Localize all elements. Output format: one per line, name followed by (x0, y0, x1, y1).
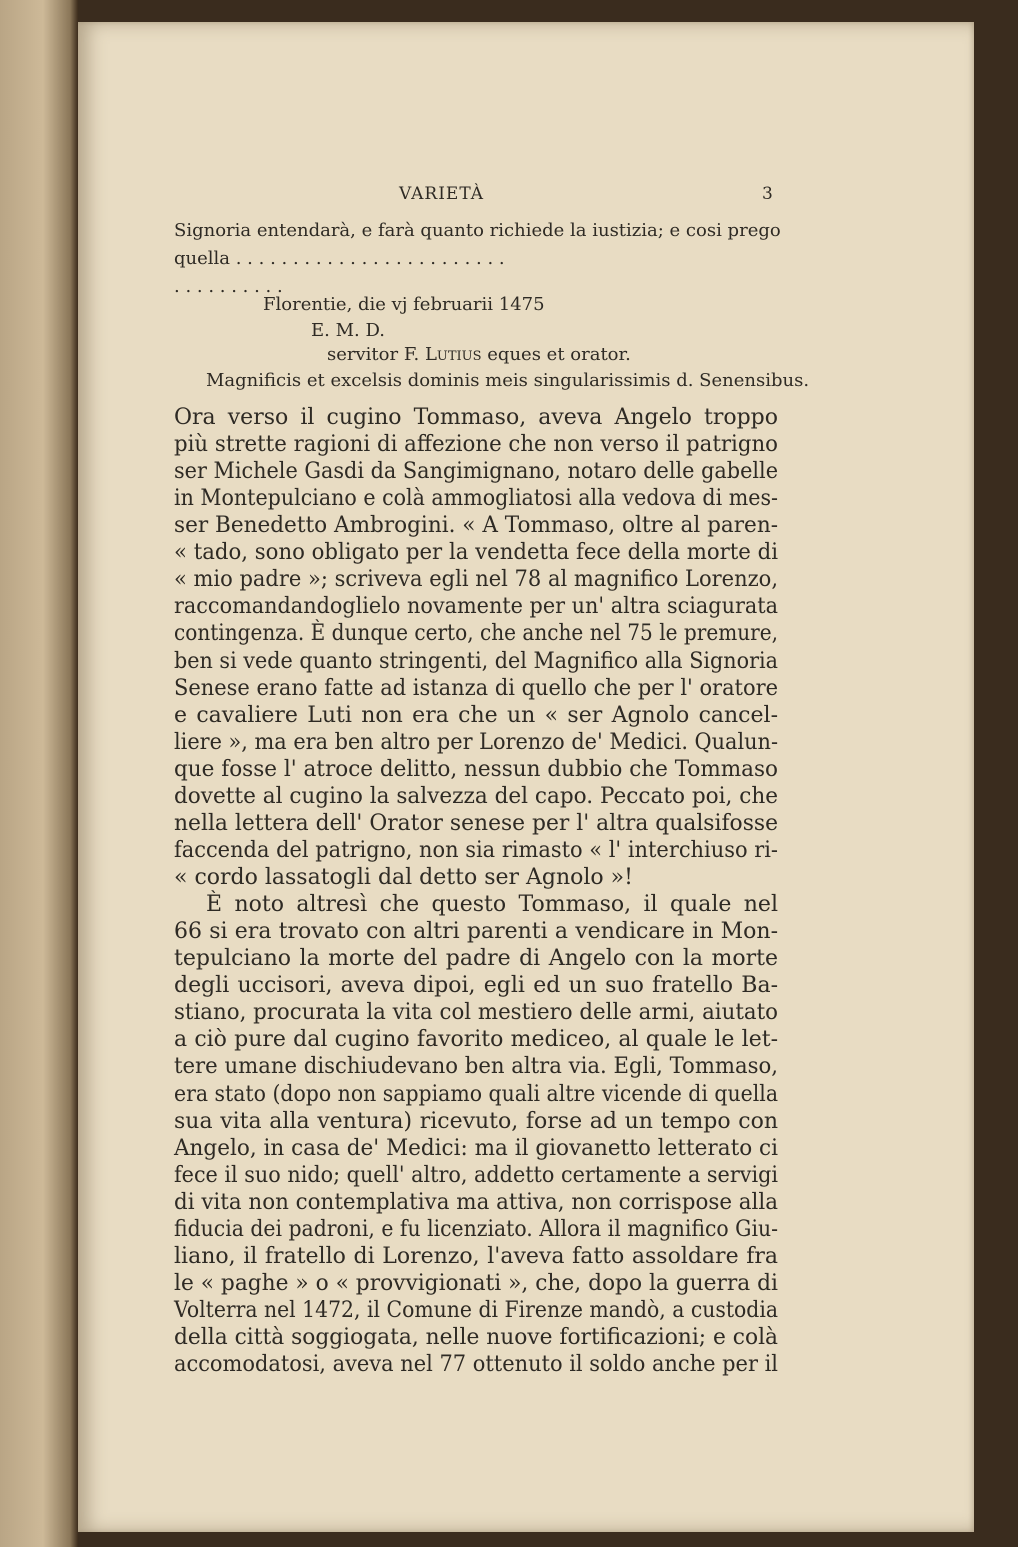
body-line: 66 si era trovato con altri parenti a vendicare in Mon- (174, 919, 778, 945)
signature-name: Lutius (424, 344, 482, 365)
body-line: ser Michele Gasdi da Sangimignano, notaro delle gabelle (174, 459, 778, 485)
letter-line: Signoria entendarà, e farà quanto richiede la iustizia; e cosi prego (174, 220, 781, 241)
body-line: nella lettera dell' Orator senese per l' altra qualsifosse (174, 810, 778, 836)
body-line: ser Benedetto Ambrogini. « A Tommaso, oltre al paren- (174, 513, 778, 539)
body-line: tepulciano la morte del padre di Angelo con la morte (174, 946, 778, 972)
body-line: più strette ragioni di affezione che non verso il patrigno (174, 432, 778, 458)
body-line: liano, il fratello di Lorenzo, l'aveva fatto assoldare fra (174, 1243, 778, 1269)
body-line: stiano, procurata la vita col mestiero delle armi, aiutato (174, 1000, 778, 1026)
body-line: a ciò pure dal cugino favorito mediceo, al quale le let- (174, 1027, 778, 1053)
body-line: era stato (dopo non sappiamo quali altre vicende di quella (174, 1081, 778, 1107)
body-line: sua vita alla ventura) ricevuto, forse ad un tempo con (174, 1108, 778, 1134)
body-line: Volterra nel 1472, il Comune di Firenze mandò, a custodia (174, 1297, 778, 1323)
body-line: raccomandandoglielo novamente per un' altra sciagurata (174, 594, 778, 620)
body-line: di vita non contemplativa ma attiva, non corrispose alla (174, 1189, 778, 1215)
body-line: accomodatosi, aveva nel 77 ottenuto il soldo anche per il (174, 1352, 778, 1378)
letter-initials: E. M. D. (311, 320, 385, 341)
body-line: « mio padre »; scriveva egli nel 78 al magnifico Lorenzo, (174, 567, 778, 593)
body-line: le « paghe » o « provvigionati », che, dopo la guerra di (174, 1270, 778, 1296)
body-line: in Montepulciano e colà ammogliatosi alla vedova di mes- (174, 486, 778, 512)
body-line: que fosse l' atroce delitto, nessun dubbio che Tommaso (174, 756, 778, 782)
body-line: degli uccisori, aveva dipoi, egli ed un suo fratello Ba- (174, 973, 778, 999)
body-line: È noto altresì che questo Tommaso, il quale nel (206, 892, 778, 918)
body-line: ben si vede quanto stringenti, del Magnifico alla Signoria (174, 648, 778, 674)
body-line: dovette al cugino la salvezza del capo. Peccato poi, che (174, 783, 778, 809)
signature-suffix: eques et orator. (487, 344, 631, 365)
body-line: liere », ma era ben altro per Lorenzo de' Medici. Qualun- (174, 729, 778, 755)
facing-page-edge (0, 0, 78, 1547)
body-line: fece il suo nido; quell' altro, addetto certamente a servigi (174, 1162, 778, 1188)
book-page (78, 22, 974, 1532)
body-line: faccenda del patrigno, non sia rimasto « l' interchiuso ri- (174, 837, 778, 863)
body-line: « cordo lassatogli dal detto ser Agnolo »! (174, 865, 633, 891)
letter-line: . . . . . . . . . . (174, 276, 283, 297)
body-line: fiducia dei padroni, e fu licenziato. Allora il magnifico Giu- (174, 1216, 778, 1242)
letter-address: Magnificis et excelsis dominis meis singularissimis d. Senensibus. (206, 370, 810, 391)
body-line: tere umane dischiudevano ben altra via. Egli, Tommaso, (174, 1054, 778, 1080)
body-line: e cavaliere Luti non era che un « ser Agnolo cancel- (174, 702, 778, 728)
body-line: Senese erano fatte ad istanza di quello che per l' oratore (174, 675, 778, 701)
letter-line: quella . . . . . . . . . . . . . . . . . . . . . . . . (174, 248, 505, 269)
page-number: 3 (762, 184, 774, 204)
body-line: Angelo, in casa de' Medici: ma il giovanetto letterato ci (174, 1135, 778, 1161)
body-line: della città soggiogata, nelle nuove fortificazioni; e colà (174, 1325, 778, 1351)
letter-date: Florentie, die vj februarii 1475 (263, 294, 545, 315)
running-title: VARIETÀ (399, 184, 485, 204)
body-line: « tado, sono obligato per la vendetta fece della morte di (174, 540, 778, 566)
signature-prefix: servitor F. (327, 344, 420, 365)
body-line: Ora verso il cugino Tommaso, aveva Angelo troppo (174, 405, 778, 430)
body-line: contingenza. È dunque certo, che anche nel 75 le premure, (174, 621, 778, 647)
letter-signature (327, 344, 631, 365)
